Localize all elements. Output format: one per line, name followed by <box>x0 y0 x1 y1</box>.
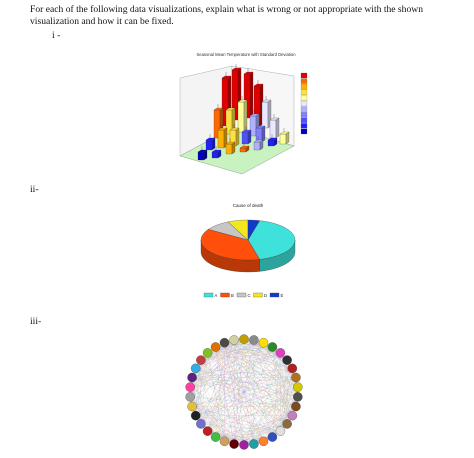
bar3d-legend-swatch <box>301 79 307 84</box>
bar3d-bar-front <box>212 152 218 158</box>
bar3d-legend-swatch <box>301 112 307 117</box>
bar3d-bar-side <box>262 126 265 142</box>
bar3d-bar-front <box>218 130 224 148</box>
bar3d-chart <box>168 48 328 178</box>
network-node <box>220 437 229 446</box>
bar3d-bar-front <box>242 132 248 144</box>
pie-legend-swatch-B <box>221 293 230 297</box>
network-node <box>291 402 300 411</box>
network-node <box>283 419 292 428</box>
bar3d-bar-front <box>226 144 232 154</box>
network-edge <box>216 347 225 441</box>
network-node <box>239 440 248 449</box>
pie-chart-title: Cause of death <box>232 203 264 208</box>
network-node <box>186 392 195 401</box>
network-node <box>191 411 200 420</box>
pie-legend-label-D: D <box>264 293 268 298</box>
network-node <box>239 335 248 344</box>
pie-legend-label-A: A <box>214 293 218 298</box>
network-node <box>188 402 197 411</box>
network-node <box>196 419 205 428</box>
network-node <box>276 427 285 436</box>
network-node <box>220 338 229 347</box>
bar3d-chart-title: Seasonal Mean Temperature with Standard Deviation <box>196 52 296 57</box>
bar3d-legend-swatch <box>301 90 307 95</box>
network-node <box>268 342 277 351</box>
network-node <box>211 342 220 351</box>
bar3d-legend-swatch <box>301 118 307 123</box>
network-node <box>259 437 268 446</box>
bar3d-legend-swatch <box>301 84 307 89</box>
network-node <box>276 348 285 357</box>
network-node <box>268 432 277 441</box>
pie-legend-label-B: B <box>231 293 234 298</box>
network-node <box>211 432 220 441</box>
instruction-text: For each of the following data visualizations, explain what is wrong or not appropriate with the shown visualization and how it can be fixed. <box>30 4 423 27</box>
network-node <box>188 373 197 382</box>
network-node <box>288 411 297 420</box>
bar3d-legend-swatch <box>301 123 307 128</box>
bar3d-legend-swatch <box>301 107 307 112</box>
network-node <box>203 348 212 357</box>
pie-legend <box>204 293 284 298</box>
bar3d-bar-front <box>254 142 260 150</box>
bar3d-legend-swatch <box>301 129 307 134</box>
item-label-ii: ii- <box>30 184 39 195</box>
network-node <box>196 356 205 365</box>
network-node <box>291 373 300 382</box>
network-node <box>283 356 292 365</box>
network-node <box>230 439 239 448</box>
pie-slices <box>201 220 295 272</box>
bar3d-bar-side <box>248 130 251 144</box>
network-node <box>288 364 297 373</box>
pie-legend-label-E: E <box>280 293 284 298</box>
bar3d-bar-front <box>280 134 286 144</box>
pie-legend-label-C: C <box>247 293 251 298</box>
bar3d-bar-front <box>198 152 204 160</box>
network-node <box>293 392 302 401</box>
network-node <box>249 439 258 448</box>
network-node <box>186 383 195 392</box>
item-label-iii: iii- <box>30 316 42 327</box>
pie-chart <box>196 198 306 306</box>
bar3d-bar-front <box>262 102 268 128</box>
bar3d-bar-front <box>206 140 212 150</box>
bar3d-bar-front <box>238 102 244 132</box>
bar3d-bar-side <box>276 118 279 138</box>
bar3d-bar-front <box>268 140 274 146</box>
network-node <box>191 364 200 373</box>
bar3d-legend-swatch <box>301 73 307 78</box>
bar3d-bar-front <box>270 120 276 138</box>
pie-legend-swatch-E <box>270 293 279 297</box>
pie-legend-swatch-D <box>254 293 263 297</box>
bar3d-legend-swatch <box>301 101 307 106</box>
pie-legend-swatch-A <box>204 293 213 297</box>
bar3d-bar <box>238 96 247 132</box>
network-node <box>203 427 212 436</box>
bar3d-bar-front <box>240 148 246 152</box>
network-graph <box>178 330 310 455</box>
bar3d-legend <box>301 73 307 134</box>
network-node <box>259 338 268 347</box>
network-node <box>230 335 239 344</box>
bar3d-bar-side <box>250 72 253 118</box>
bar3d-bar-side <box>244 100 247 132</box>
bar3d-legend-swatch <box>301 95 307 100</box>
network-node <box>249 335 258 344</box>
network-node <box>293 383 302 392</box>
bar3d-bar-side <box>236 128 239 146</box>
pie-legend-swatch-C <box>237 293 246 297</box>
item-label-i: i - <box>52 30 61 41</box>
